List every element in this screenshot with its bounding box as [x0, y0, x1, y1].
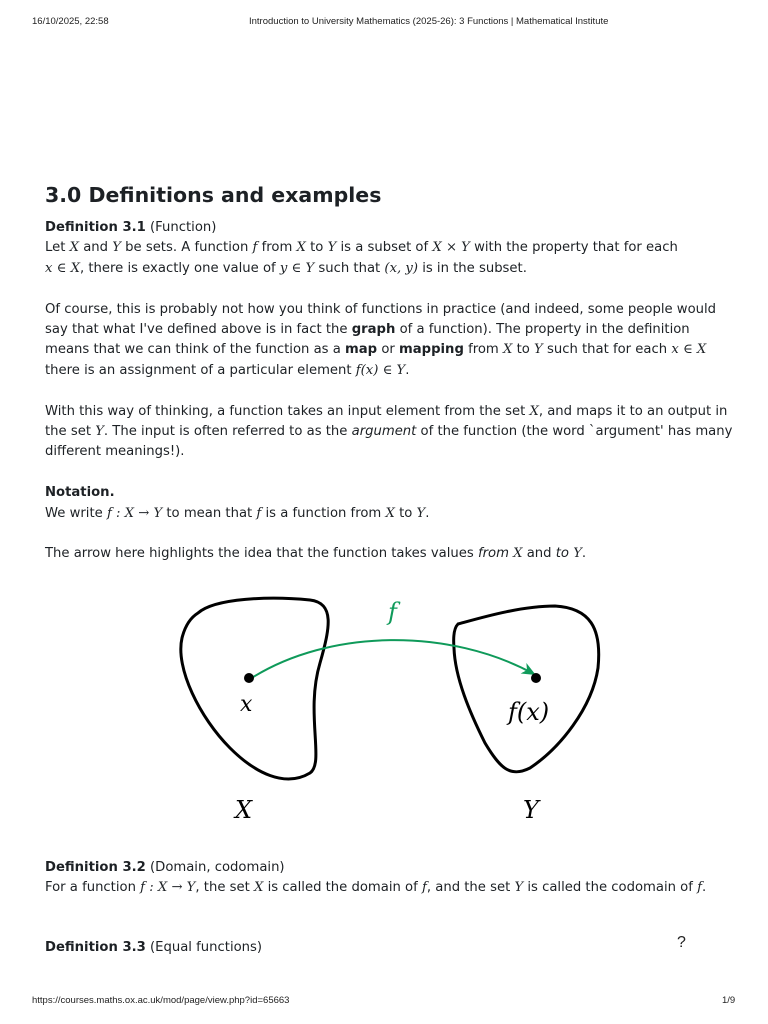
function-mapping-figure — [160, 588, 620, 828]
point-fx — [531, 673, 541, 683]
notation-heading: Notation. — [45, 485, 115, 501]
definition-3-1-heading — [45, 218, 735, 238]
definition-3-2-heading: Definition 3.2 (Domain, codomain) — [45, 860, 285, 875]
paragraph-graph: Of course, this is probably not how you think of functions in practice (and indeed, some people would say that what I've defined above is in fact the graph of a function). The property in the definition means that we can think of the function as a map or mapping from X to Y such that for each x ∈ X there is an assignment of a particular element f(x) ∈ Y. — [45, 301, 717, 378]
function-diagram — [160, 588, 620, 828]
function-label-f: f — [388, 598, 397, 626]
definition-label: Definition 3.1 — [45, 220, 146, 235]
set-label-y: Y — [523, 796, 539, 824]
print-page-number: 1/9 — [722, 995, 736, 1006]
section-title: 3.0 Definitions and examples — [45, 183, 382, 207]
set-y-blob — [454, 606, 599, 772]
definition-3-1-text: Let X and Y be sets. A function f from X to Y is a subset of X × Y with the property that for each x ∈ X, there is exactly one value of y ∈ Y such that (x, y) is in the subset. — [45, 240, 678, 276]
lower-content — [45, 858, 735, 899]
definition-note: (Function) — [150, 220, 217, 235]
print-url: https://courses.maths.ox.ac.uk/mod/page/view.php?id=65663 — [32, 995, 290, 1006]
element-label-fx: f(x) — [508, 698, 550, 726]
point-x — [244, 673, 254, 683]
element-label-x: x — [240, 692, 253, 717]
notation-text: We write f : X → Y to mean that f is a function from X to Y. — [45, 505, 430, 521]
set-label-x: X — [235, 796, 253, 824]
set-x-blob — [181, 598, 328, 779]
definition-3-2-text: For a function f : X → Y, the set X is called the domain of f, and the set Y is called the codomain of f. — [45, 880, 707, 896]
help-button[interactable]: ? — [677, 934, 686, 951]
print-page-title: Introduction to University Mathematics (2025-26): 3 Functions | Mathematical Institute — [249, 16, 609, 27]
definition-3-3-block — [45, 938, 735, 958]
paragraph-argument: With this way of thinking, a function takes an input element from the set X, and maps it to an output in the set Y. The input is often referred to as the argument of the function (the word `argument' has many different meanings!). — [45, 403, 733, 460]
print-datetime: 16/10/2025, 22:58 — [32, 16, 109, 27]
function-arrow — [250, 640, 534, 679]
paragraph-arrow: The arrow here highlights the idea that the function takes values from X and to Y. — [45, 546, 587, 562]
definition-3-3-heading: Definition 3.3 (Equal functions) — [45, 940, 263, 955]
page-content — [45, 182, 735, 565]
